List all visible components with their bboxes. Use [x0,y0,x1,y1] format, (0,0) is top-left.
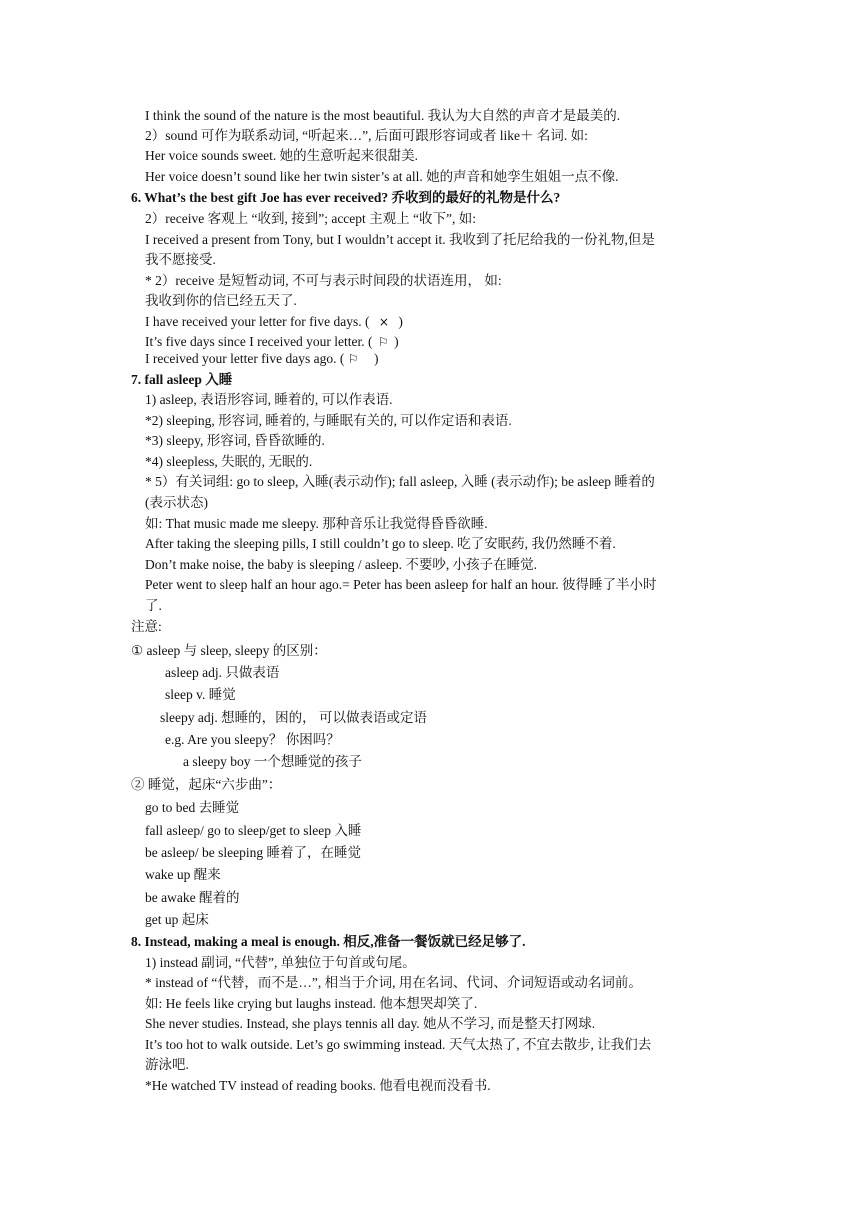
text-line: 了. [145,598,162,613]
text-line: a sleepy boy 一个想睡觉的孩子 [183,754,362,769]
section-heading-7: 7. fall asleep 入睡 [131,372,233,387]
text-line: sleepy adj. 想睡的，困的， 可以做表语或定语 [160,710,427,725]
text-line: * 5）有关词组: go to sleep, 入睡(表示动作); fall asleep, 入睡 (表示动作); be asleep 睡着的 [145,474,655,489]
text-line: sleep v. 睡觉 [165,687,236,702]
flag-mark-icon: ⚐ [347,352,359,366]
text-line: After taking the sleeping pills, I still couldn’t go to sleep. 吃了安眠药, 我仍然睡不着. [145,536,616,551]
text-line: 我收到你的信已经五天了. [145,293,297,308]
text-line: wake up 醒来 [145,867,221,882]
text-line: go to bed 去睡觉 [145,800,240,815]
text-line: 游泳吧. [145,1057,189,1072]
example-right: I received your letter five days ago. ( ⚐ ) [145,351,379,366]
text-line: * 2）receive 是短暂动词, 不可与表示时间段的状语连用， 如: [145,273,502,288]
text-line: *4) sleepless, 失眠的, 无眠的. [145,454,313,469]
text-line: *3) sleepy, 形容词, 昏昏欲睡的. [145,433,325,448]
text-line: I received a present from Tony, but I wouldn’t accept it. 我收到了托尼给我的一份礼物,但是 [145,232,655,247]
section-heading-6: 6. What’s the best gift Joe has ever received? 乔收到的最好的礼物是什么? [131,190,561,205]
text-line: It’s too hot to walk outside. Let’s go swimming instead. 天气太热了, 不宜去散步, 让我们去 [145,1037,652,1052]
example-wrong: I have received your letter for five days. ( × ) [145,314,403,329]
text-line: fall asleep/ go to sleep/get to sleep 入睡 [145,823,362,838]
text-line: 我不愿接受. [145,252,216,267]
text-line: Her voice sounds sweet. 她的生意听起来很甜美. [145,148,418,163]
text-line: 2）receive 客观上 “收到, 接到”; accept 主观上 “收下”, 如: [145,211,477,226]
note-item-2: ② 睡觉，起床“六步曲”： [131,777,282,792]
text-line: 如: He feels like crying but laughs instead. 他本想哭却笑了. [145,996,478,1011]
cross-mark-icon: × [378,315,389,329]
text-line: She never studies. Instead, she plays tennis all day. 她从不学习, 而是整天打网球. [145,1016,596,1031]
text-line: Don’t make noise, the baby is sleeping / asleep. 不要吵, 小孩子在睡觉. [145,557,537,572]
note-item-1: ① asleep 与 sleep, sleepy 的区别： [131,643,327,658]
text-line: e.g. Are you sleepy？ 你困吗？ [165,732,340,747]
text-line: *2) sleeping, 形容词, 睡着的, 与睡眠有关的, 可以作定语和表语. [145,413,512,428]
text-line: Peter went to sleep half an hour ago.= Peter has been asleep for half an hour. 彼得睡了半小时 [145,577,657,592]
text-line: (表示状态) [145,495,208,510]
text-line: 2）sound 可作为联系动词, “听起来…”, 后面可跟形容词或者 like＋ 名词. 如: [145,128,588,143]
note-label: 注意: [131,619,162,634]
section-heading-8: 8. Instead, making a meal is enough. 相反,准备一餐饭就已经足够了. [131,934,526,949]
text-line: Her voice doesn’t sound like her twin sister’s at all. 她的声音和她孪生姐姐一点不像. [145,169,619,184]
text-line: * instead of “代替，而不是…”, 相当于介词, 用在名词、代词、介词短语或动名词前。 [145,975,642,990]
text-line: 如: That music made me sleepy. 那种音乐让我觉得昏昏欲睡. [145,516,488,531]
text-line: I think the sound of the nature is the most beautiful. 我认为大自然的声音才是最美的. [145,108,621,123]
text-line: 1) asleep, 表语形容词, 睡着的, 可以作表语. [145,392,393,407]
text-line: asleep adj. 只做表语 [165,665,280,680]
text-line: be awake 醒着的 [145,890,240,905]
text-line: 1) instead 副词, “代替”, 单独位于句首或句尾。 [145,955,416,970]
text-line: *He watched TV instead of reading books. 他看电视而没看书. [145,1078,491,1093]
example-right: It’s five days since I received your letter. ( ⚐ ) [145,334,399,349]
text-line: be asleep/ be sleeping 睡着了，在睡觉 [145,845,361,860]
text-line: get up 起床 [145,912,209,927]
flag-mark-icon: ⚐ [377,335,389,349]
